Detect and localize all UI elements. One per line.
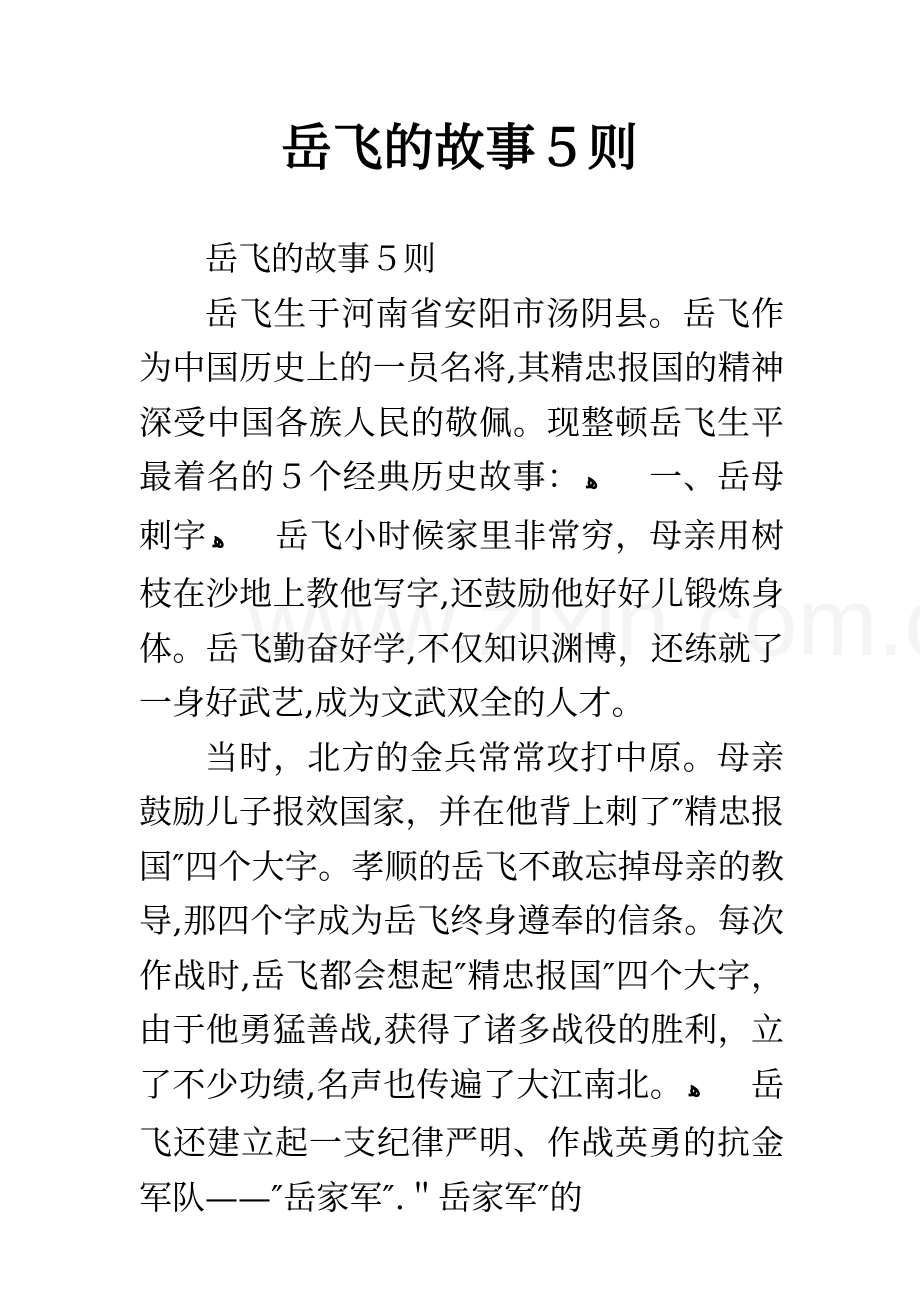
- paragraph-1: [139, 287, 784, 731]
- section-heading: 一、岳母刺字: [139, 457, 785, 555]
- paragraph-text: 岳飞小时候家里非常穷，母亲用树枝在沙地上教他写字,还鼓励他好好儿锻炼身体。岳飞勤奋好学,不仅知识渊博，还练就了一身好武艺,成为文武双全的人才。: [139, 515, 785, 722]
- document-title: 岳飞的故事５则: [281, 118, 639, 177]
- paragraph-text: 岳飞还建立起一支纪律严明、作战英勇的抗金军队——″岳家军″.＂岳家军″的: [139, 1064, 784, 1217]
- paragraph-mark-icon: ﻫ: [689, 1075, 701, 1102]
- document-body: [139, 232, 784, 1225]
- paragraph-text: 当时，北方的金兵常常攻打中原。母亲鼓励儿子报效国家，并在他背上刺了″精忠报国″四个大字。孝顺的岳飞不敢忘掉母亲的教导,那四个字成为岳飞终身遵奉的信条。每次作战时,岳飞都会想起″精忠报国″四个大字，由于他勇猛善战,获得了诸多战役的胜利，立了不少功绩,名声也传遍了大江南北。: [139, 737, 784, 1104]
- subtitle-text: 岳飞的故事５则: [205, 239, 436, 278]
- paragraph-text: 岳飞生于河南省安阳市汤阴县。岳飞作为中国历史上的一员名将,其精忠报国的精神深受中国各族人民的敬佩。现整顿岳飞生平最着名的５个经典历史故事：: [139, 293, 784, 496]
- paragraph-subtitle: [139, 232, 784, 287]
- paragraph-mark-icon: ﻫ: [586, 468, 599, 494]
- paragraph-mark-icon: ﻫ: [212, 526, 225, 553]
- paragraph-2: [139, 731, 784, 1226]
